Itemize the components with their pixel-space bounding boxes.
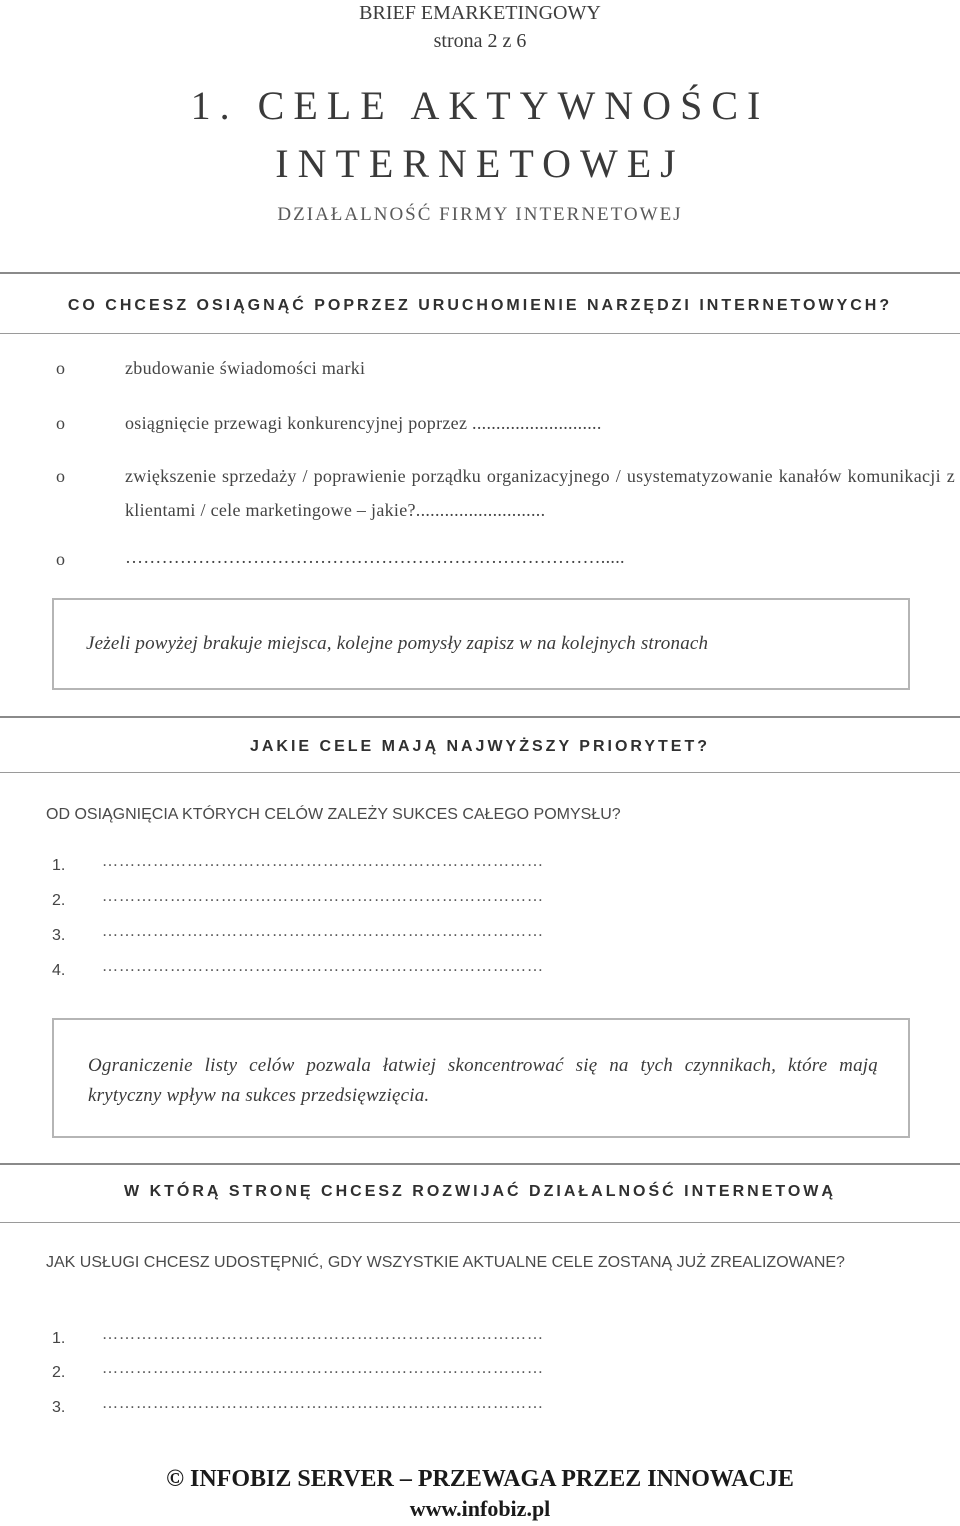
priority-list-number: 4. — [52, 962, 66, 979]
goal-option-sales-organization[interactable]: zwiększenie sprzedaży / poprawienie porządku organizacyjnego / usystematyzowanie kanałów komunikacji z klientami / cele marketingowe – jakie?........................... — [125, 466, 955, 520]
goal-option-brand-awareness[interactable]: zbudowanie świadomości marki — [125, 358, 366, 378]
page-heading-line1: 1. CELE AKTYWNOŚCI — [190, 83, 770, 128]
direction-list-number: 2. — [52, 1364, 66, 1381]
footer-website-link[interactable]: www.infobiz.pl — [409, 1496, 551, 1521]
priority-answer-line[interactable]: …………………………………………………………………… — [102, 958, 544, 975]
bullet-marker: o — [56, 358, 65, 378]
note-box-more-space — [52, 598, 910, 690]
page-heading-line2: INTERNETOWEJ — [275, 141, 685, 186]
goal-option-competitive-advantage[interactable]: osiągnięcie przewagi konkurencyjnej poprzez ........................... — [125, 413, 602, 433]
priority-list-number: 2. — [52, 892, 66, 909]
section1-question: CO CHCESZ OSIĄGNĄĆ POPRZEZ URUCHOMIENIE NARZĘDZI INTERNETOWYCH? — [67, 297, 893, 314]
priority-answer-line[interactable]: …………………………………………………………………… — [102, 888, 544, 905]
section3-top-rule — [0, 1163, 960, 1165]
bullet-marker: o — [56, 413, 65, 433]
note-text-limit-list: Ograniczenie listy celów pozwala łatwiej skoncentrować się na tych czynnikach, które mają krytyczny wpływ na sukces przedsięwzięcia. — [88, 1055, 878, 1106]
priority-answer-line[interactable]: …………………………………………………………………… — [102, 923, 544, 940]
bullet-marker: o — [56, 549, 65, 569]
bullet-marker: o — [56, 466, 65, 486]
direction-answer-line[interactable]: …………………………………………………………………… — [102, 1326, 544, 1343]
section1-top-rule — [0, 272, 960, 274]
section3-question: W KTÓRĄ STRONĘ CHCESZ ROZWIJAĆ DZIAŁALNOŚĆ INTERNETOWĄ — [124, 1183, 836, 1200]
brief-title: BRIEF EMARKETINGOWY — [359, 2, 601, 24]
goal-option-other[interactable]: ……………………………………………………………………..... — [125, 547, 625, 567]
direction-answer-line[interactable]: …………………………………………………………………… — [102, 1360, 544, 1377]
priority-answer-line[interactable]: …………………………………………………………………… — [102, 853, 544, 870]
section3-subquestion: JAK USŁUGI CHCESZ UDOSTĘPNIĆ, GDY WSZYSTKIE AKTUALNE CELE ZOSTANĄ JUŻ ZREALIZOWANE? — [46, 1254, 845, 1271]
section2-subquestion: OD OSIĄGNIĘCIA KTÓRYCH CELÓW ZALEŻY SUKCES CAŁEGO POMYSŁU? — [46, 806, 621, 823]
note-box-limit-list — [52, 1018, 910, 1138]
direction-answer-line[interactable]: …………………………………………………………………… — [102, 1395, 544, 1412]
page-number: strona 2 z 6 — [433, 30, 527, 52]
note-text-more-space: Jeżeli powyżej brakuje miejsca, kolejne pomysły zapisz w na kolejnych stronach — [86, 633, 709, 654]
section1-bottom-rule — [0, 333, 960, 334]
section2-bottom-rule — [0, 772, 960, 773]
page-subtitle: DZIAŁALNOŚĆ FIRMY INTERNETOWEJ — [277, 204, 683, 225]
section3-bottom-rule — [0, 1222, 960, 1223]
direction-list-number: 3. — [52, 1399, 66, 1416]
priority-list-number: 1. — [52, 857, 66, 874]
direction-list-number: 1. — [52, 1330, 66, 1347]
priority-list-number: 3. — [52, 927, 66, 944]
section2-question: JAKIE CELE MAJĄ NAJWYŻSZY PRIORYTET? — [249, 738, 711, 755]
section2-top-rule — [0, 716, 960, 718]
footer-copyright: © INFOBIZ SERVER – PRZEWAGA PRZEZ INNOWACJE — [166, 1466, 794, 1492]
